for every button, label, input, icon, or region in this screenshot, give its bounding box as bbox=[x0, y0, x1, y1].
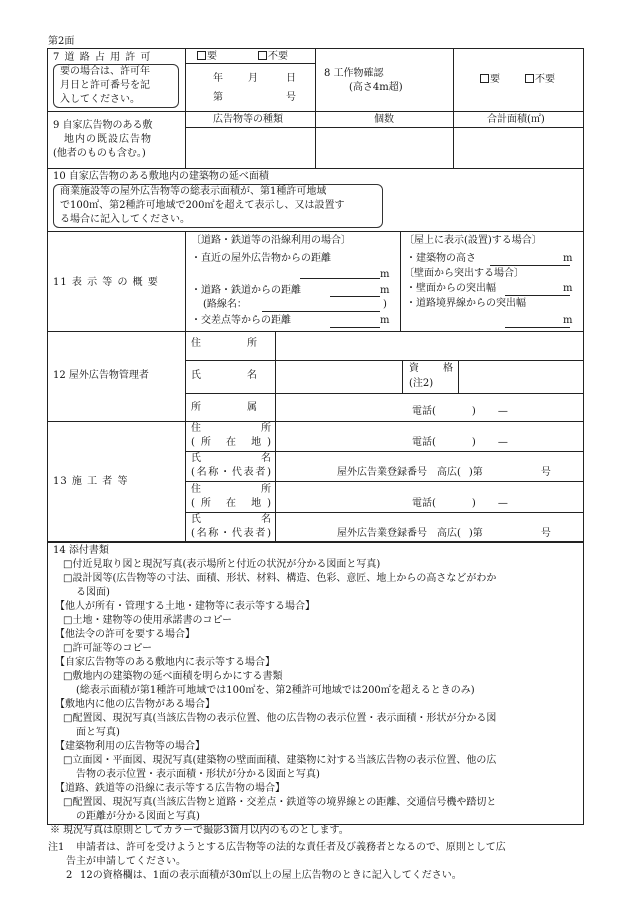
s13-title: 13 施 工 者 等 bbox=[53, 476, 129, 487]
s11-wall-item2: ・道路境界線からの突出幅 bbox=[406, 298, 526, 309]
s14-line: 【敷地内に他の広告物がある場合】 bbox=[55, 699, 215, 710]
s14-line: 【他法令の許可を要する場合】 bbox=[55, 629, 195, 640]
s14-line: 【他人が所有・管理する土地・建物等に表示等する場合】 bbox=[55, 601, 315, 612]
s13-name-label: 氏 名 bbox=[191, 514, 271, 525]
s14-line: ※ 現況写真は原則としてカラーで撮影3箇月以内のものとします。 bbox=[50, 825, 349, 836]
s12-affiliation-label: 所 属 bbox=[191, 402, 257, 413]
s11-title: 11 表 示 等 の 概 要 bbox=[53, 277, 159, 288]
checkbox-icon bbox=[480, 74, 489, 83]
s14-line: の距離が分かる図面と写真) bbox=[76, 811, 200, 822]
s11-road-item2: ・道路・鉄道からの距離 bbox=[191, 285, 301, 296]
s13-registration: 屋外広告業登録番号 高広( )第 号 bbox=[337, 528, 551, 539]
s9-col-area: 合計面積(㎡) bbox=[487, 114, 545, 125]
s11-roof-header: 〔屋上に表示(設置)する場合〕 bbox=[404, 235, 542, 246]
s13-phone: 電話( ) — bbox=[412, 437, 508, 448]
note1-line1: 申請者は、許可を受けようとする広告物等の法的な責任者及び義務者となるので、原則として広 bbox=[76, 842, 506, 853]
s12-qualification-note: (注2) bbox=[409, 378, 434, 389]
s11-wall-header: 〔壁面から突出する場合〕 bbox=[404, 268, 524, 279]
page-label: 第2面 bbox=[48, 36, 75, 47]
checkbox-icon bbox=[197, 51, 206, 60]
s13-address-sub: (所 在 地) bbox=[191, 498, 271, 509]
s13-name-sub: (名称・代表者) bbox=[191, 528, 271, 539]
s13-address-label: 住 所 bbox=[191, 484, 271, 495]
note1-line2: 告主が申請してください。 bbox=[66, 856, 186, 867]
s7-number-prefix: 第 bbox=[213, 92, 223, 103]
unit-m: m bbox=[380, 285, 390, 296]
checkbox-icon bbox=[258, 51, 267, 60]
s13-phone: 電話( ) — bbox=[412, 498, 508, 509]
s11-road-item1: ・直近の屋外広告物からの距離 bbox=[191, 253, 331, 264]
s11-roof-item1: ・建築物の高さ bbox=[406, 253, 476, 264]
s12-address-label: 住 所 bbox=[191, 338, 257, 349]
s9-title: 9 自家広告物のある敷 bbox=[53, 120, 153, 131]
s14-line: □付近見取り図と現況写真(表示場所と付近の状況が分かる図面と写真) bbox=[63, 559, 381, 570]
s10-title: 10 自家広告物のある敷地内の建築物の延べ面積 bbox=[53, 171, 269, 182]
unit-m: m bbox=[563, 253, 573, 264]
s7-year-label: 年 bbox=[213, 73, 223, 84]
s14-line: 【建築物利用の広告物等の場合】 bbox=[55, 741, 205, 752]
note1-label: 注1 bbox=[48, 842, 65, 853]
s14-line: □許可証等のコピー bbox=[63, 643, 153, 654]
s14-line: □土地・建物等の使用承諾書のコピー bbox=[63, 615, 233, 626]
s12-qualification-label: 資 格 bbox=[409, 363, 453, 374]
unit-m: m bbox=[380, 269, 390, 280]
s7-number-suffix: 号 bbox=[286, 92, 296, 103]
s9-col-count: 個数 bbox=[374, 114, 394, 125]
s13-name-label: 氏 名 bbox=[191, 453, 271, 464]
s13-name-sub: (名称・代表者) bbox=[191, 467, 271, 478]
s11-road-item3: (路線名： bbox=[203, 299, 247, 310]
s12-name-label: 氏 名 bbox=[191, 370, 257, 381]
s14-line: □立面図・平面図、現況写真(建築物の壁面面積、建築物に対する当該広告物の表示位置、他の広 bbox=[63, 755, 497, 766]
s10-note-line: で100㎡、第2種許可地域で200㎡を超えて表示し、又は設置す bbox=[60, 200, 345, 211]
checkbox-icon bbox=[525, 74, 534, 83]
s8-title: 8 工作物確認 bbox=[324, 68, 384, 79]
s14-line: □配置図、現況写真(当該広告物の表示位置、他の広告物の表示位置・表示面積・形状が分かる図 bbox=[63, 713, 497, 724]
s11-road-item4: ・交差点等からの距離 bbox=[191, 315, 291, 326]
s14-line: 【道路、鉄道等の沿線に表示等する広告物の場合】 bbox=[55, 783, 285, 794]
s14-line: □配置図、現況写真(当該広告物と道路・交差点・鉄道等の境界線との距離、交通信号機や踏切と bbox=[63, 797, 497, 808]
s7-check-required[interactable]: 要 bbox=[197, 51, 217, 63]
s9-line: 地内の既設広告物 bbox=[64, 134, 152, 145]
unit-m: m bbox=[380, 315, 390, 326]
s13-registration: 屋外広告業登録番号 高広( )第 号 bbox=[337, 467, 551, 478]
s8-subtitle: (高さ4m超) bbox=[349, 82, 403, 93]
s14-line: 告物の表示位置・表示面積・形状が分かる図面と写真) bbox=[76, 769, 320, 780]
s8-check-required[interactable]: 要 bbox=[480, 74, 500, 86]
s12-phone: 電話( ) — bbox=[412, 406, 508, 417]
s11-road-header: 〔道路・鉄道等の沿線利用の場合〕 bbox=[191, 235, 351, 246]
s14-line: 面と写真) bbox=[76, 727, 120, 738]
note2-line1: 12の資格欄は、1面の表示面積が30㎡以上の屋上広告物のときに記入してください。 bbox=[80, 870, 462, 881]
s10-note-line: る場合に記入してください。 bbox=[60, 214, 190, 225]
s7-title: 7 道 路 占 用 許 可 bbox=[53, 52, 152, 63]
s14-line: (総表示面積が第1種許可地域では100㎡を、第2種許可地域では200㎡を超えるときのみ) bbox=[76, 685, 475, 696]
s14-title: 14 添付書類 bbox=[53, 545, 109, 556]
s11-road-item3-end: ) bbox=[383, 299, 387, 310]
s7-note-line: 要の場合は、許可年 bbox=[60, 66, 150, 77]
s13-address-sub: (所 在 地) bbox=[191, 437, 271, 448]
s14-line: □設計図等(広告物等の寸法、面積、形状、材料、構造、色彩、意匠、地上からの高さなどがわか bbox=[63, 573, 497, 584]
s11-wall-item1: ・壁面からの突出幅 bbox=[406, 283, 496, 294]
note2-label: 2 bbox=[66, 870, 73, 881]
s9-col-type: 広告物等の種類 bbox=[213, 114, 283, 125]
unit-m: m bbox=[563, 283, 573, 294]
s14-line: る図面) bbox=[76, 587, 110, 598]
s7-day-label: 日 bbox=[286, 73, 296, 84]
s14-line: 【自家広告物等のある敷地内に表示等する場合】 bbox=[55, 657, 275, 668]
s7-note-line: 入してください。 bbox=[60, 94, 140, 105]
unit-m: m bbox=[563, 315, 573, 326]
s10-note-line: 商業施設等の屋外広告物等の総表示面積が、第1種許可地域 bbox=[60, 186, 327, 197]
s12-title: 12 屋外広告物管理者 bbox=[53, 370, 149, 381]
s13-address-label: 住 所 bbox=[191, 423, 271, 434]
s7-check-not-required[interactable]: 不要 bbox=[258, 51, 288, 63]
s7-month-label: 月 bbox=[248, 73, 258, 84]
s8-check-not-required[interactable]: 不要 bbox=[525, 74, 555, 86]
s14-line: □敷地内の建築物の延べ面積を明らかにする書類 bbox=[63, 671, 283, 682]
s7-note-line: 月日と許可番号を記 bbox=[60, 80, 150, 91]
s9-line: (他者のものも含む。) bbox=[53, 148, 146, 159]
